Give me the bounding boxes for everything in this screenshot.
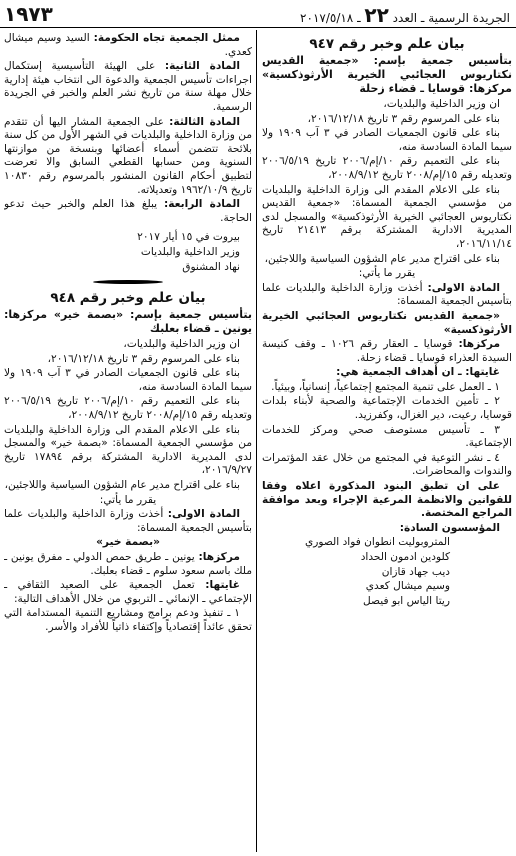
headquarters: [262, 338, 512, 365]
article-text: يبلغ هذا العلم والخبر حيث تدعو الحاجة.: [4, 198, 252, 224]
paragraph: بناء على التعميم رقم ١٠/إم/٢٠٠٦ تاريخ ٢٠٠٦/٥/١٩ وتعديله رقم ١٥/إم/٢٠٠٨ تاريخ ٢٠٠٨/٩/١٢،: [262, 155, 512, 181]
article-text: أخذت وزارة الداخلية والبلديات علما بتأسيس الجمعية المسماة:: [262, 281, 512, 308]
goals-text: تعمل الجمعية على الصعيد الثقافي ـ الإجتماعي ـ الإنمائي ـ التربوي من خلال الأهداف التالية:: [4, 579, 252, 605]
paragraph: بناء على التعميم رقم ١٠/إم/٢٠٠٦ تاريخ ٢٠٠٦/٥/١٩ وتعديله رقم ١٥/إم/٢٠٠٨ تاريخ ٢٠٠٨/٩/١٢،: [4, 395, 252, 422]
article-2: [4, 60, 252, 114]
article-label: المادة الاولى:: [427, 281, 501, 294]
column-divider: [256, 30, 257, 852]
paragraph: بناء على الاعلام المقدم الى وزارة الداخلية والبلديات من مؤسسي الجمعية المسماة: «جمعية القديس نكتاريوس العجائبي الخيرية الأرثوذكسية» والمسجل لدى المديرية الادارية المشتركة برقم ٢١٤١٣ تاريخ ٢٠١٦/١١/١٤،: [262, 183, 512, 250]
paragraph: بناء على اقتراح مدير عام الشؤون السياسية واللاجئين،: [264, 252, 500, 265]
paragraph: بناء على اقتراح مدير عام الشؤون السياسية واللاجئين،: [4, 479, 240, 492]
representative: [4, 32, 252, 59]
article-text: السيد وسيم ميشال كعدي.: [4, 32, 252, 58]
paragraph: ان وزير الداخلية والبلديات،: [123, 338, 240, 351]
hq-text: قوسايا ـ العقار رقم ١٠٢٦ ـ وقف كنيسة السيدة العذراء قوسايا ـ قضاء زحلة.: [262, 338, 512, 364]
notice-948-subtitle: بتأسيس جمعية بإسم: «بصمة خير» مركزها: يونين ـ قضاء بعلبك: [4, 308, 252, 336]
article-label: المادة الاولى:: [167, 508, 241, 521]
founder-name: وسيم ميشال كعدي: [365, 580, 450, 593]
article-4: [4, 198, 252, 225]
hq-text: يونين ـ طريق حمص الدولي ـ مفرق يونين ـ ملك باسم سعود سلوم ـ قضاء بعلبك.: [4, 551, 252, 577]
signature-title: وزير الداخلية والبلديات: [140, 245, 240, 258]
paragraph: ان وزير الداخلية والبلديات،: [383, 98, 500, 110]
hq-label: مركزها:: [198, 551, 240, 563]
article-text: على الجمعية المشار اليها أن تتقدم من وزارة الداخلية والبلديات في الشهر الأول من كل سنة بلائحة تتضمن أسماء أعضائها وبنسخة من موازنتها السنوية ومن حسابها القطعي السابق والا تعرضت لتطبيق أحكام القانون المنشور بالمرسوم رقم ١٠٨٣٠ تاريخ ١٩٦٢/١٠/٩ وتعديلاته.: [4, 115, 252, 196]
right-column: [262, 32, 512, 854]
paragraph: بناء على قانون الجمعيات الصادر في ٣ آب ١٩٠٩ ولا سيما المادة السادسة منه،: [4, 367, 252, 393]
notice-947-subtitle: بتأسيس جمعية بإسم: «جمعية القديس نكتاريوس العجائبي الخيرية الأرثوذكسية» مركزها: قوسايا ـ قضاء زحلة: [262, 54, 512, 95]
article-1: [4, 508, 252, 535]
goal-item: ٢ ـ تأمين الخدمات الإجتماعية والصحية لأبناء بلدات قوسايا، رعيت، دير الغزال، وكفرزيد.: [262, 395, 512, 422]
founder-name: المتروبوليت انطوان فواد الصوري: [304, 536, 450, 549]
goals-label: غايتها: ـ ان أهداف الجمعية هي:: [336, 366, 500, 379]
association-name: «جمعية القديس نكتاريوس العجائبي الخيرية الأرثوذكسية»: [262, 309, 512, 336]
paragraph: بناء على الاعلام المقدم الى وزارة الداخلية والبلديات من مؤسسي الجمعية المسماة: «بصمة خير» والمسجل لدى المديرية الادارية المشتركة برقم ١٧٨٩٤ تاريخ ٢٠١٦/٩/٢٧،: [4, 423, 252, 477]
association-name: «بصمة خير»: [96, 536, 160, 549]
issue-number: ٢٢: [364, 3, 389, 27]
hq-label: مركزها:: [458, 338, 501, 351]
founder-name: كلودين ادمون الحداد: [360, 551, 450, 563]
goal-item: ٤ ـ نشر التوعية في المجتمع من خلال عقد المؤتمرات والندوات والمحاضرات.: [262, 451, 512, 478]
founders-label: المؤسسون السادة:: [399, 521, 500, 534]
article-label: المادة الثالثة:: [169, 115, 240, 128]
goal-item: ١ ـ العمل على تنمية المجتمع إجتماعياً، إنسانياً، وبيئياً.: [271, 380, 500, 393]
founder-name: ديب جهاد قازان: [381, 565, 450, 578]
closing-clause: على ان تطبق البنود المذكورة اعلاه وفقا للقوانين والانظمة المرعية الإجراء وبعد موافقة المراجع المختصة.: [262, 480, 512, 520]
article-text: أخذت وزارة الداخلية والبلديات علما بتأسيس الجمعية المسماة:: [4, 508, 252, 534]
goals: [4, 579, 252, 606]
page-header: [0, 0, 516, 28]
article-text: على الهيئة التأسيسية إستكمال اجراءات تأسيس الجمعية والدعوة الى انتخاب هيئة إدارية خلال مهلة سنة من تاريخ نشر العلم والخبر في الجريدة الرسمية.: [4, 60, 252, 113]
decides-line: يقرر ما يأتي:: [99, 493, 157, 506]
article-label: المادة الثانية:: [164, 60, 240, 73]
goals-label: غايتها:: [205, 579, 240, 592]
founder-name: ريتا الياس ابو فيصل: [363, 594, 450, 607]
signature-place-date: بيروت في ١٥ أيار ٢٠١٧: [137, 231, 240, 244]
goal-item: ٣ ـ تأسيس مستوصف صحي ومركز للخدمات الإجتماعية.: [262, 423, 512, 450]
decides-line: يقرر ما يأتي:: [358, 267, 416, 280]
left-column: [4, 32, 252, 854]
notice-948-title: بيان علم وخبر رقم ٩٤٨: [50, 290, 206, 307]
signature-name: نهاد المشنوق: [182, 260, 240, 273]
issue-date: ـ ٢٠١٧/٥/١٨: [300, 11, 361, 25]
article-label: المادة الرابعة:: [163, 198, 240, 211]
paragraph: بناء على المرسوم رقم ٣ تاريخ ٢٠١٦/١٢/١٨،: [307, 112, 500, 125]
gazette-title: [300, 3, 510, 27]
article-3: [4, 116, 252, 198]
publication-name: الجريدة الرسمية ـ العدد: [392, 11, 510, 25]
article-1: [262, 282, 512, 309]
article-label: ممثل الجمعية تجاه الحكومة:: [93, 32, 240, 44]
paragraph: بناء على قانون الجمعيات الصادر في ٣ آب ١٩٠٩ ولا سيما المادة السادسة منه،: [262, 127, 512, 153]
goal-item: ١ ـ تنفيذ ودعم برامج ومشاريع التنمية المستدامة التي تحقق عائداً إقتصادياً وإكتفاء ذاتياً للأفراد والأسر.: [4, 607, 252, 633]
section-separator: [93, 280, 163, 284]
headquarters: [4, 551, 252, 578]
page-number: ١٩٧٣: [4, 2, 53, 26]
notice-947-title: بيان علم وخبر رقم ٩٤٧: [309, 36, 465, 52]
paragraph: بناء على المرسوم رقم ٣ تاريخ ٢٠١٦/١٢/١٨،: [47, 352, 240, 365]
